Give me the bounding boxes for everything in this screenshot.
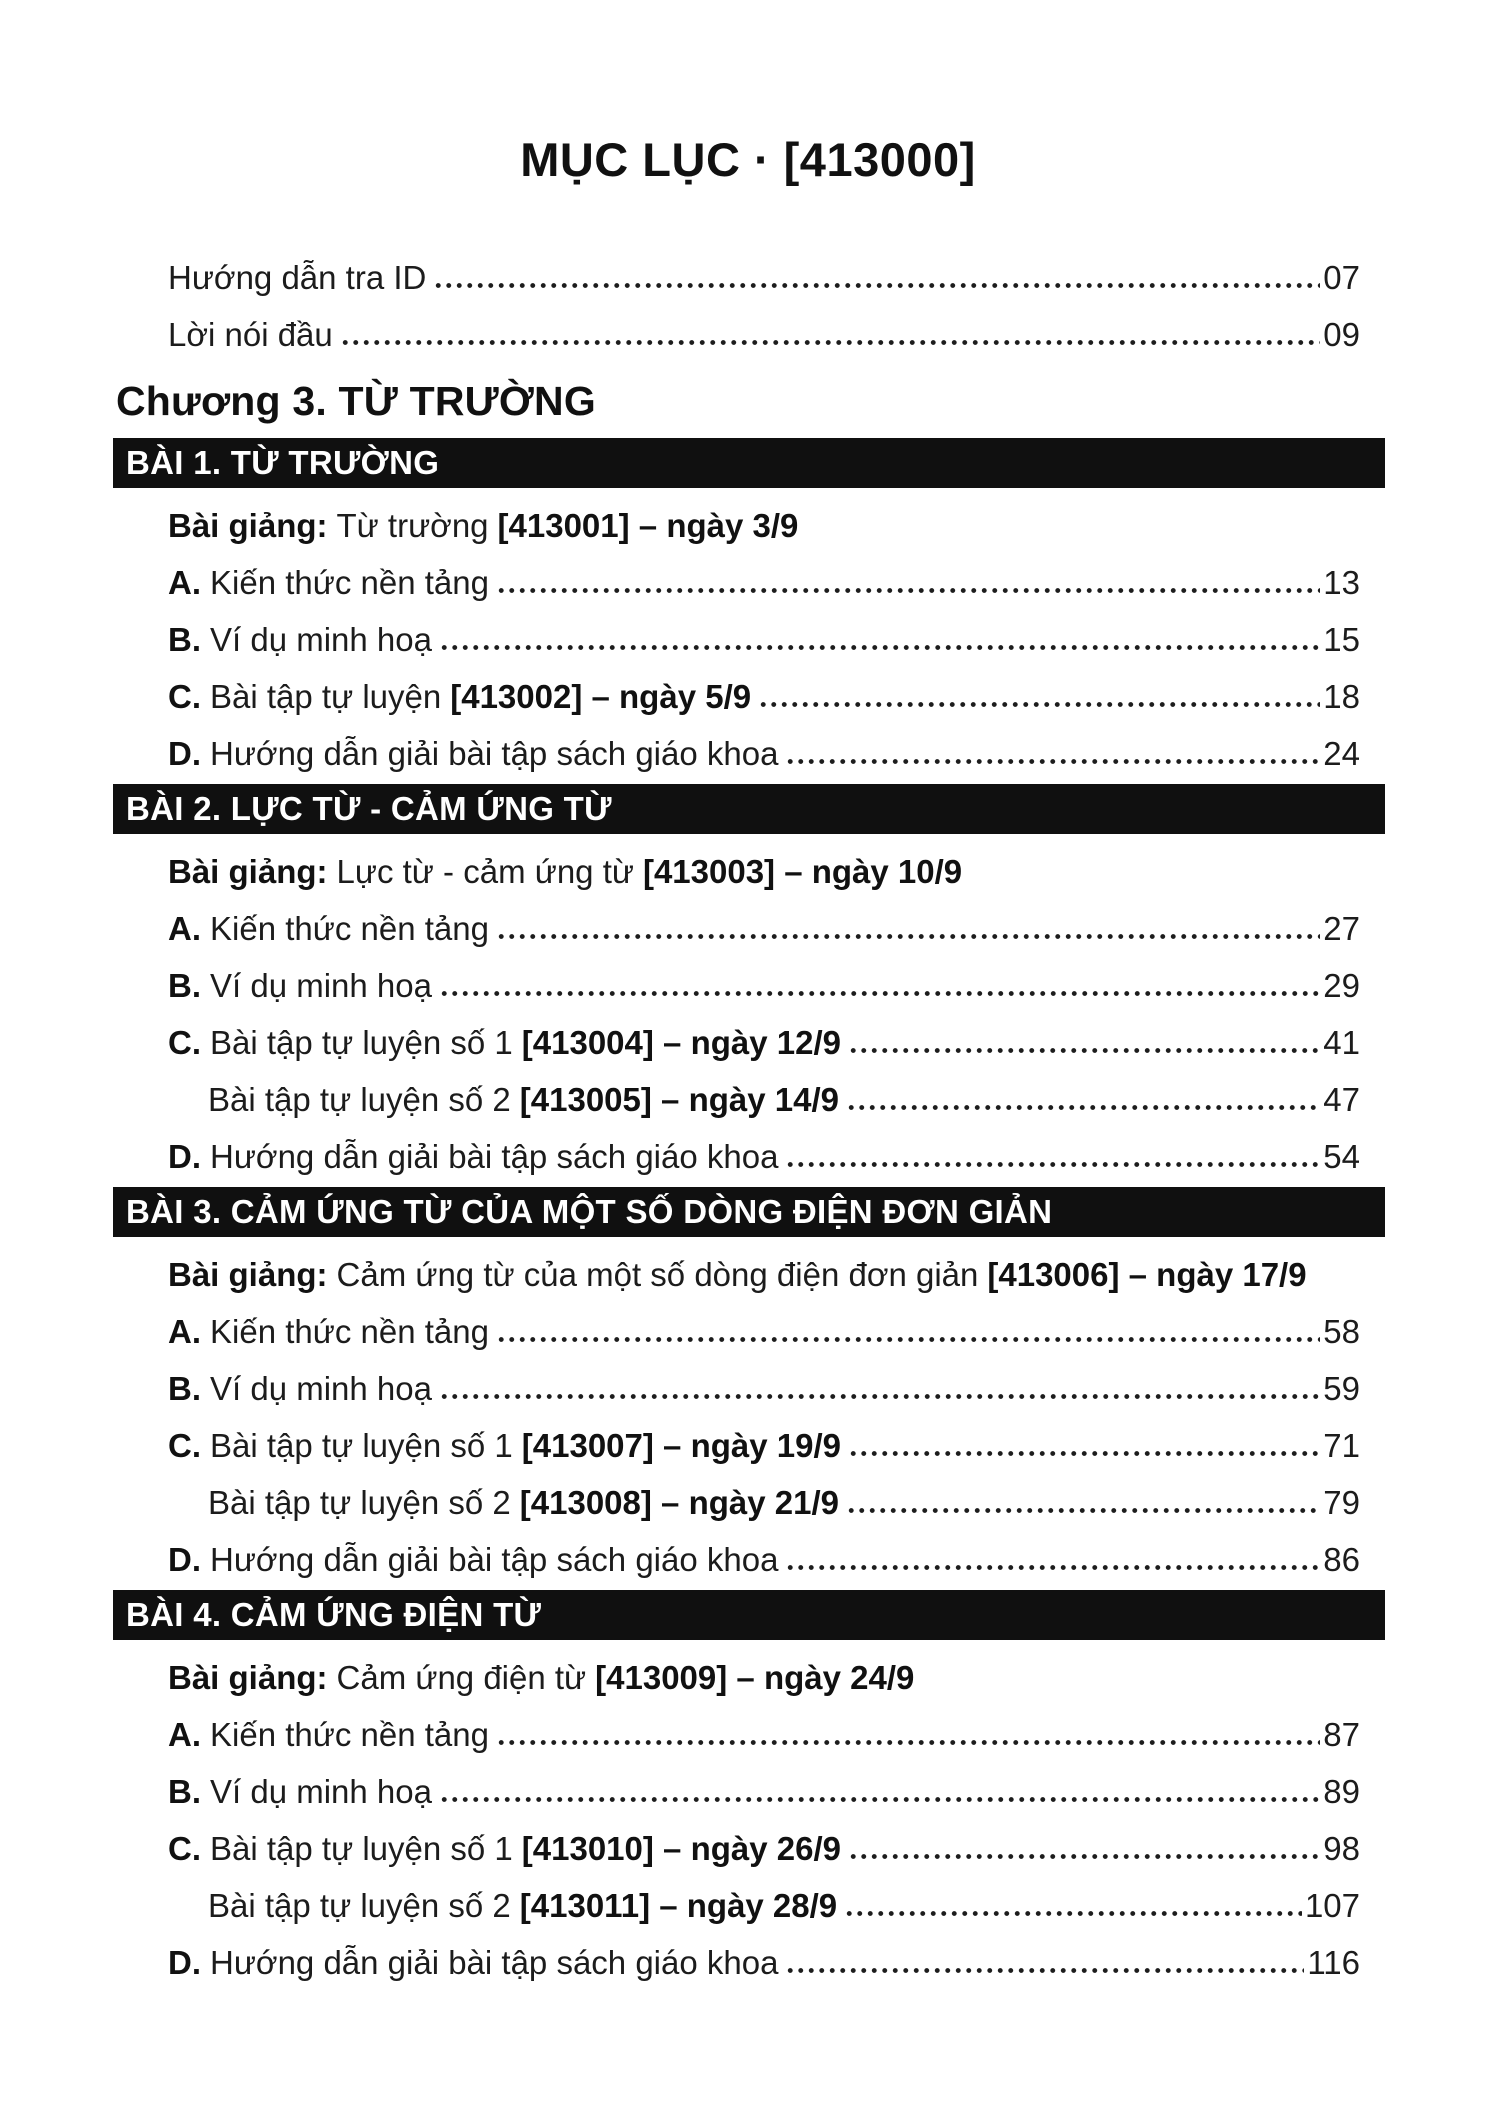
dot-leader [758,701,1320,708]
entry-id-date: [413011] – ngày 28/9 [519,1887,838,1924]
toc-entry [168,1706,1360,1763]
dot-leader [496,587,1320,594]
entry-letter: A. [168,1313,201,1350]
toc-entry [168,957,1360,1014]
page-number: 79 [1323,1484,1360,1521]
toc-entry [168,611,1360,668]
lecture-id-date: [413003] – ngày 10/9 [642,853,963,890]
entry-letter: D. [168,1541,201,1578]
page-number: 54 [1323,1138,1360,1175]
entry-letter: C. [168,678,201,715]
entry-letter: A. [168,564,201,601]
toc-entry [168,1071,1360,1128]
toc-entry [168,249,1360,306]
toc-entry [168,1417,1360,1474]
page-number: 86 [1323,1541,1360,1578]
lecture-id-date: [413006] – ngày 17/9 [987,1256,1307,1293]
page-number: 87 [1323,1716,1360,1753]
dot-leader [844,1910,1302,1917]
entry-text: Kiến thức nền tảng [210,564,489,601]
entry-text: Hướng dẫn giải bài tập sách giáo khoa [210,1138,779,1175]
entry-text: Ví dụ minh hoạ [210,1773,432,1810]
lecture-row [168,1649,1360,1706]
entry-text: Bài tập tự luyện số 1 [210,1427,513,1464]
toc-entry [168,725,1360,782]
dot-leader [496,1336,1320,1343]
page-number: 71 [1323,1427,1360,1464]
lecture-label: Bài giảng: [168,853,328,890]
entry-letter: B. [168,1370,201,1407]
entry-letter: B. [168,1773,201,1810]
lecture-label: Bài giảng: [168,507,328,544]
entry-text: Bài tập tự luyện số 1 [210,1024,513,1061]
toc-entry [168,1531,1360,1588]
entry-text: Kiến thức nền tảng [210,1716,489,1753]
page-number: 41 [1323,1024,1360,1061]
toc-entry [168,1820,1360,1877]
page-number: 09 [1323,316,1360,353]
lecture-row [168,497,1360,554]
toc-entry [168,1934,1360,1991]
entry-letter: D. [168,1944,201,1981]
page-number: 18 [1323,678,1360,715]
page-number: 24 [1323,735,1360,772]
lecture-id-date: [413009] – ngày 24/9 [595,1659,915,1696]
entry-text: Bài tập tự luyện số 2 [208,1887,511,1924]
toc-entry [168,900,1360,957]
toc-entry [168,1014,1360,1071]
page-number: 15 [1323,621,1360,658]
toc-entry [168,306,1360,363]
entry-text: Kiến thức nền tảng [210,910,489,947]
dot-leader [340,339,1321,346]
entry-text: Hướng dẫn giải bài tập sách giáo khoa [210,1541,779,1578]
entry-text: Bài tập tự luyện số 2 [208,1081,511,1118]
entry-text: Ví dụ minh hoạ [210,621,432,658]
entry-id-date: [413002] – ngày 5/9 [450,678,752,715]
entry-text: Lời nói đầu [168,316,333,353]
entry-letter: C. [168,1830,201,1867]
page-number: 116 [1307,1944,1360,1981]
intro-entries [168,249,1360,363]
entry-text: Bài tập tự luyện số 1 [210,1830,513,1867]
page-number: 58 [1323,1313,1360,1350]
entry-id-date: [413010] – ngày 26/9 [521,1830,841,1867]
lecture-label: Bài giảng: [168,1256,328,1293]
dot-leader [846,1507,1320,1514]
entry-letter: D. [168,1138,201,1175]
dot-leader [439,990,1320,997]
page-number: 98 [1323,1830,1360,1867]
dot-leader [439,1796,1320,1803]
lesson-header: BÀI 2. LỰC TỪ - CẢM ỨNG TỪ [113,784,1385,834]
entry-letter: B. [168,621,201,658]
lecture-id-date: [413001] – ngày 3/9 [497,507,799,544]
dot-leader [848,1853,1320,1860]
lesson-section-3 [0,1187,1496,1588]
lecture-topic: Từ trường [336,507,489,544]
lecture-topic: Cảm ứng từ của một số dòng điện đơn giản [336,1256,979,1293]
lecture-row [168,1246,1360,1303]
toc-entry [168,1303,1360,1360]
dot-leader [785,758,1320,765]
toc-entry [168,1360,1360,1417]
lecture-topic: Lực từ - cảm ứng từ [336,853,634,890]
dot-leader [439,644,1320,651]
entry-letter: C. [168,1024,201,1061]
entry-id-date: [413004] – ngày 12/9 [521,1024,841,1061]
entry-id-date: [413007] – ngày 19/9 [521,1427,841,1464]
entry-text: Ví dụ minh hoạ [210,1370,432,1407]
toc-entry [168,1474,1360,1531]
page-number: 07 [1323,259,1360,296]
chapter-heading: Chương 3. TỪ TRƯỜNG [116,378,596,424]
dot-leader [785,1564,1320,1571]
lesson-section-2 [0,784,1496,1185]
toc-entry [168,1763,1360,1820]
page-number: 59 [1323,1370,1360,1407]
dot-leader [848,1047,1320,1054]
lecture-topic: Cảm ứng điện từ [336,1659,587,1696]
entry-letter: C. [168,1427,201,1464]
page-number: 13 [1323,564,1360,601]
dot-leader [439,1393,1320,1400]
dot-leader [785,1161,1320,1168]
toc-entry [168,1877,1360,1934]
entry-text: Bài tập tự luyện số 2 [208,1484,511,1521]
page-number: 89 [1323,1773,1360,1810]
lesson-section-4 [0,1590,1496,1991]
lesson-header: BÀI 3. CẢM ỨNG TỪ CỦA MỘT SỐ DÒNG ĐIỆN ĐƠN GIẢN [113,1187,1385,1237]
entry-text: Hướng dẫn tra ID [168,259,427,296]
lecture-row [168,843,1360,900]
entry-text: Hướng dẫn giải bài tập sách giáo khoa [210,735,779,772]
dot-leader [496,933,1320,940]
entry-id-date: [413005] – ngày 14/9 [519,1081,839,1118]
page-number: 29 [1323,967,1360,1004]
toc-entry [168,668,1360,725]
dot-leader [848,1450,1320,1457]
page-number: 27 [1323,910,1360,947]
page-title: MỤC LỤC · [413000] [520,133,976,186]
entry-text: Bài tập tự luyện [210,678,442,715]
entry-letter: A. [168,910,201,947]
entry-letter: B. [168,967,201,1004]
dot-leader [496,1739,1320,1746]
page-number: 47 [1323,1081,1360,1118]
lesson-section-1 [0,438,1496,782]
entry-text: Ví dụ minh hoạ [210,967,432,1004]
entry-id-date: [413008] – ngày 21/9 [519,1484,839,1521]
lecture-label: Bài giảng: [168,1659,328,1696]
dot-leader [846,1104,1320,1111]
lesson-header: BÀI 1. TỪ TRƯỜNG [113,438,1385,488]
entry-text: Kiến thức nền tảng [210,1313,489,1350]
toc-entry [168,554,1360,611]
lesson-header: BÀI 4. CẢM ỨNG ĐIỆN TỪ [113,1590,1385,1640]
entry-letter: A. [168,1716,201,1753]
entry-text: Hướng dẫn giải bài tập sách giáo khoa [210,1944,779,1981]
toc-entry [168,1128,1360,1185]
entry-letter: D. [168,735,201,772]
dot-leader [433,282,1320,289]
page-number: 107 [1304,1887,1360,1924]
dot-leader [785,1967,1304,1974]
